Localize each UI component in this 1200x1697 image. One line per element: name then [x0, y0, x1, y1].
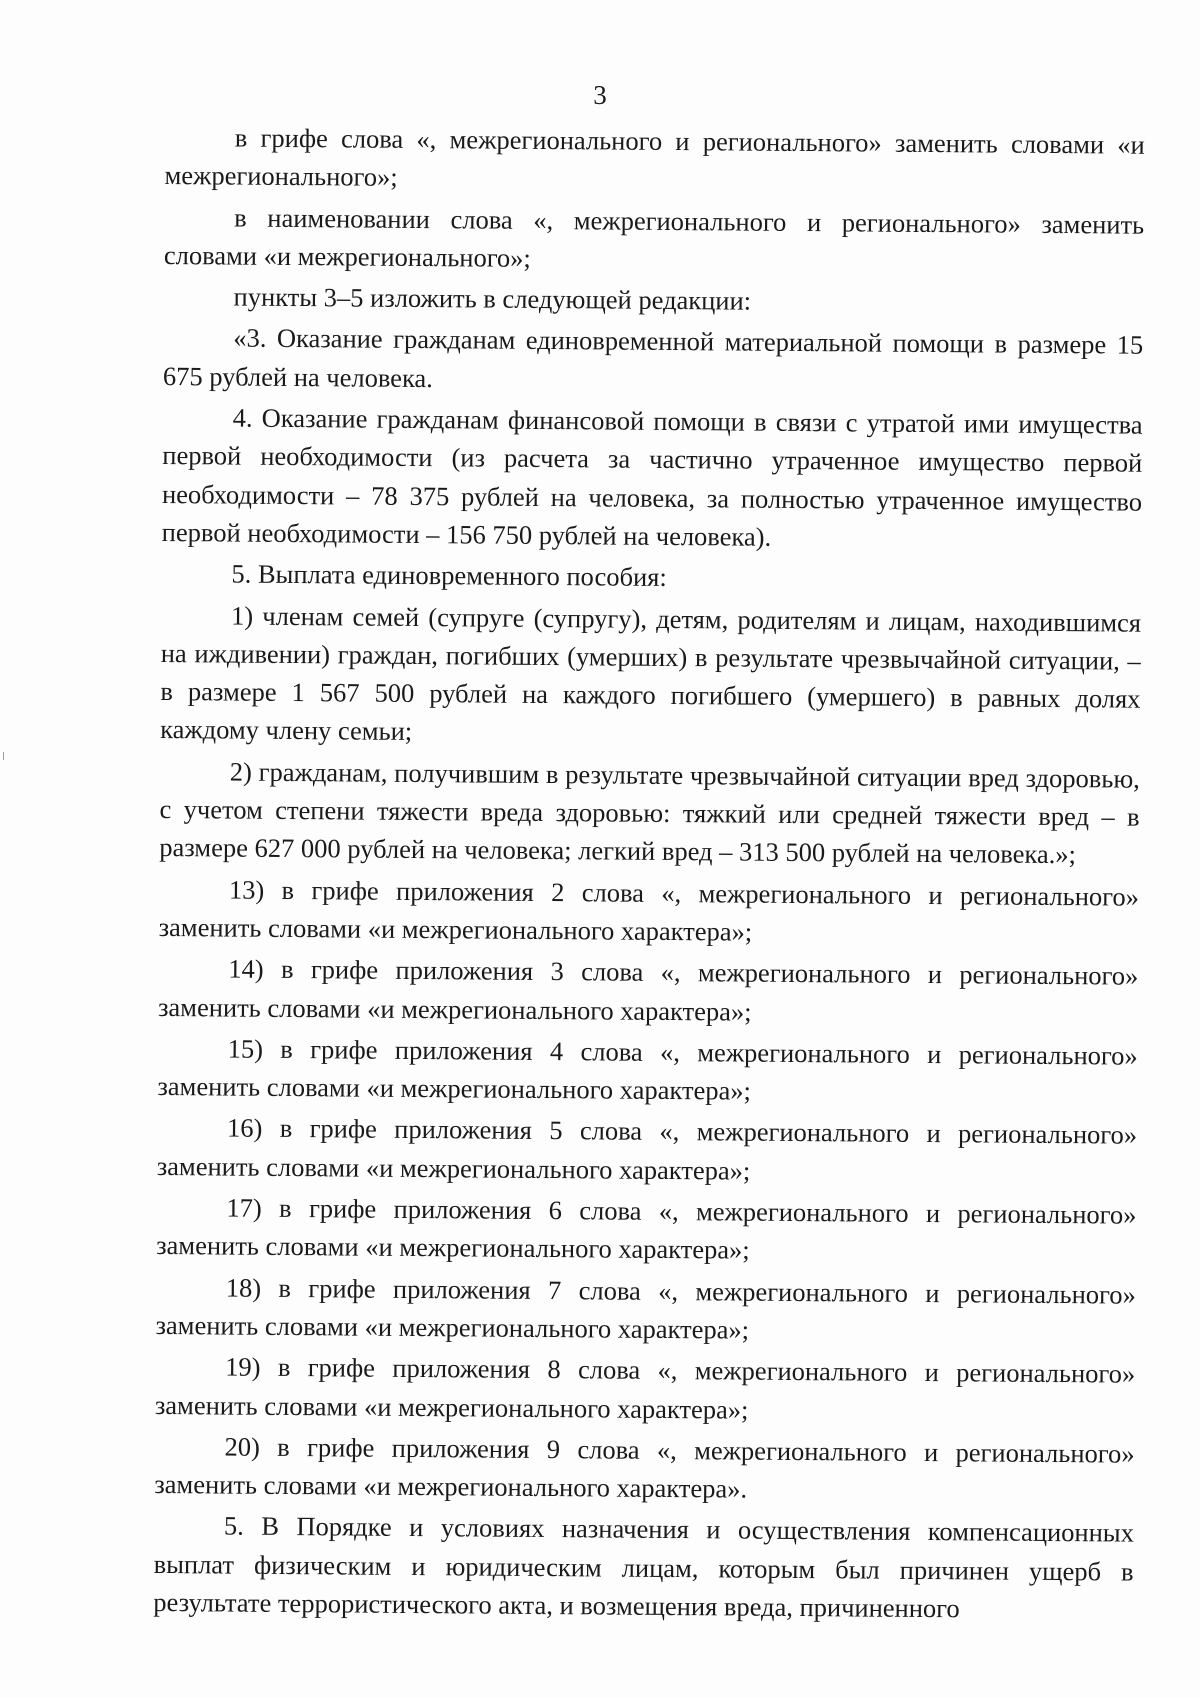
paragraph-amendment-15: 15) в грифе приложения 4 слова «, межрегионального и регионального» заменить словами «и межрегионального характера»;	[157, 1033, 1138, 1106]
paragraph-item-4: 4. Оказание гражданам финансовой помощи в связи с утратой ими имущества первой необходимости (из расчета за частично утраченное имущество первой необходимости – 78 375 рублей на человека, за полностью утраченное имущество первой необходимости – 156 750 рублей на человека).	[161, 402, 1143, 552]
paragraph-amendment-14: 14) в грифе приложения 3 слова «, межрегионального и регионального» заменить словами «и межрегионального характера»;	[157, 953, 1139, 1027]
paragraph-section-5: 5. В Порядке и условиях назначения и осуществления компенсационных выплат физическим и юридическим лицам, которым был причинен ущерб в результате террористического акта, и возмещения вреда, причиненного	[153, 1510, 1135, 1624]
paragraph-amendment-13: 13) в грифе приложения 2 слова «, межрегионального и регионального» заменить словами «и межрегионального характера»;	[158, 874, 1140, 947]
paragraph-item-3: «3. Оказание гражданам единовременной материальной помощи в размере 15 675 рублей на человека.	[162, 323, 1144, 393]
paragraph-griff-amendment: в грифе слова «, межрегионального и регионального» заменить словами «и межрегионального»;	[164, 122, 1145, 193]
paragraph-subitem-2: 2) гражданам, получившим в результате чрезвычайной ситуации вред здоровью, с учетом степени тяжести вреда здоровью: тяжкий или средней тяжести вред – в размере 627 000 рублей на человека; легкий вред – 313 500 рублей на человека.»;	[159, 756, 1140, 870]
paragraph-amendment-16: 16) в грифе приложения 5 слова «, межрегионального и регионального» заменить словами «и межрегионального характера»;	[156, 1112, 1138, 1186]
paragraph-amendment-19: 19) в грифе приложения 8 слова «, межрегионального и регионального» заменить словами «и межрегионального характера»;	[154, 1351, 1136, 1425]
paragraph-amendment-17: 17) в грифе приложения 6 слова «, межрегионального и регионального» заменить словами «и межрегионального характера»;	[156, 1192, 1137, 1265]
paragraph-item-5: 5. Выплата единовременного пособия:	[231, 558, 667, 593]
paragraph-amendment-18: 18) в грифе приложения 7 слова «, межрегионального и регионального» заменить словами «и межрегионального характера»;	[155, 1272, 1136, 1345]
page-number: 3	[593, 80, 607, 110]
paragraph-title-amendment: в наименовании слова «, межрегионального и регионального» заменить словами «и межрегионального»;	[163, 202, 1145, 273]
paragraph-points-intro: пункты 3–5 изложить в следующей редакции:	[233, 281, 752, 316]
document-body	[153, 118, 1145, 1632]
scan-artifact	[3, 752, 4, 760]
paragraph-amendment-20: 20) в грифе приложения 9 слова «, межрегионального и регионального» заменить словами «и межрегионального характера».	[154, 1431, 1135, 1504]
paragraph-subitem-1: 1) членам семей (супруге (супругу), детям, родителям и лицам, находившимся на иждивении) граждан, погибших (умерших) в результате чрезвычайной ситуации, – в размере 1 567 500 рублей на каждого погибшего (умершего) в равных долях каждому члену семьи;	[160, 600, 1142, 747]
